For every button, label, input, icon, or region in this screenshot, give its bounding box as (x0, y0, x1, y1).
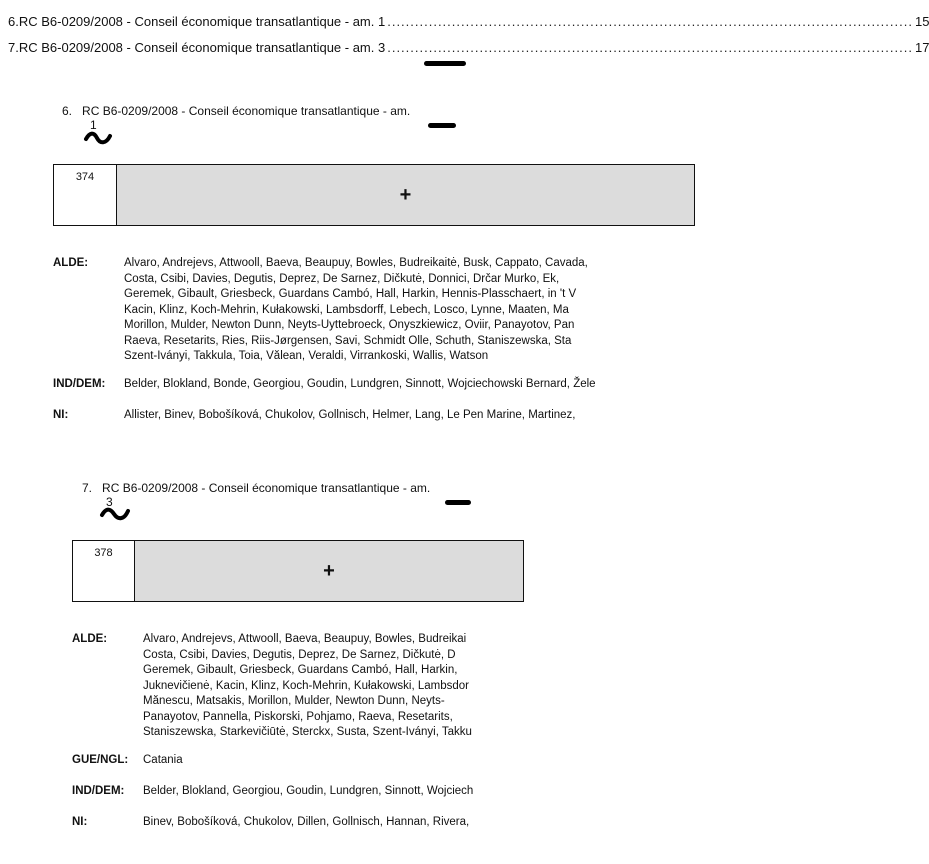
group-label: GUE/NGL: (72, 754, 129, 766)
group-members: Belder, Blokland, Bonde, Georgiou, Goudin, Lundgren, Sinnott, Wojciechowski Bernard, Žele (124, 378, 596, 390)
handwritten-tilde-mark (84, 130, 112, 146)
group-ind-dem (72, 784, 522, 801)
toc-entry-6[interactable] (8, 14, 929, 32)
group-members: Alvaro, Andrejevs, Attwooll, Baeva, Beaupuy, Bowles, Budreikai Costa, Csibi, Davies, Degutis, Deprez, De Sarnez, Dičkutė, D Geremek, Gibault, Griesbeck, Guardans Cambó, Hall, Harkin, Juknevičienė, Kacin, Klinz, Koch-Mehrin, Kułakowski, Lambsdor Mănescu, Matsakis, Morillon, Mulder, Newton Dunn, Neyts- Panayotov, Pannella, Piskorski, Pohjamo, Raeva, Resetarits, Staniszewska, Starkevičiūtė, Sterckx, Susta, Szent-Iványi, Takku (143, 633, 472, 738)
group-alde (53, 256, 663, 368)
group-members: Alvaro, Andrejevs, Attwooll, Baeva, Beaupuy, Bowles, Budreikaitė, Busk, Cappato, Cavada, Costa, Csibi, Davies, Degutis, Deprez, De Sarnez, Dičkutė, Donnici, Drčar Murko, Ek, Geremek, Gibault, Griesbeck, Guardans Cambó, Hall, Harkin, Hennis-Plasschaert, in 't V Kacin, Klinz, Koch-Mehrin, Kułakowski, Lambsdorff, Lebech, Losco, Lynne, Maaten, Ma Morillon, Mulder, Newton Dunn, Neyts-Uyttebroeck, Onyszkiewicz, Oviir, Panayotov, Pan Raeva, Resetarits, Ries, Riis-Jørgensen, Savi, Schmidt Olle, Schuth, Staniszewska, Sta Szent-Iványi, Takkula, Toia, Vălean, Veraldi, Virrankoski, Wallis, Watson (124, 257, 588, 362)
toc-page: 17 (914, 40, 929, 55)
group-ni (53, 408, 663, 425)
group-label: ALDE: (53, 257, 89, 269)
vote-count: 374 (54, 165, 117, 225)
vote-result-box (53, 164, 695, 226)
group-label: NI: (72, 816, 88, 828)
section-number: 6. (62, 104, 73, 118)
group-ni (72, 815, 522, 832)
group-members: Binev, Bobošíková, Chukolov, Dillen, Gollnisch, Hannan, Rivera, (143, 816, 470, 828)
group-label: NI: (53, 409, 69, 421)
toc-leader: .................................................................................................................. (387, 40, 913, 55)
redaction-mark (424, 61, 466, 66)
group-gue-ngl (72, 753, 522, 770)
group-members: Catania (143, 754, 183, 766)
toc-title: RC B6-0209/2008 - Conseil économique transatlantique - am. 1 (18, 14, 386, 29)
vote-symbol: + (117, 165, 694, 225)
toc-page: 15 (914, 14, 929, 29)
toc-number: 7. (8, 40, 19, 55)
section-title (82, 481, 430, 495)
group-members: Allister, Binev, Bobošíková, Chukolov, Gollnisch, Helmer, Lang, Le Pen Marine, Martinez, (124, 409, 576, 421)
toc-title: RC B6-0209/2008 - Conseil économique transatlantique - am. 3 (18, 40, 386, 55)
section-heading: RC B6-0209/2008 - Conseil économique transatlantique - am. (102, 481, 431, 495)
toc-entry-7[interactable] (8, 40, 929, 58)
group-label: ALDE: (72, 633, 108, 645)
group-members: Belder, Blokland, Georgiou, Goudin, Lundgren, Sinnott, Wojciech (143, 785, 474, 797)
group-alde (72, 632, 522, 744)
handwritten-tilde-mark (100, 506, 130, 522)
redaction-mark (428, 123, 456, 128)
section-subnumber: 3 (106, 495, 113, 509)
section-number: 7. (82, 481, 93, 495)
vote-symbol: + (135, 541, 523, 601)
section-title (62, 104, 410, 118)
group-label: IND/DEM: (72, 785, 125, 797)
redaction-mark (445, 500, 471, 505)
toc-leader: .................................................................................................................. (387, 14, 913, 29)
section-heading: RC B6-0209/2008 - Conseil économique transatlantique - am. (82, 104, 411, 118)
vote-count: 378 (73, 541, 135, 601)
section-subnumber: 1 (90, 118, 97, 132)
group-label: IND/DEM: (53, 378, 106, 390)
vote-result-box (72, 540, 524, 602)
group-ind-dem (53, 377, 663, 394)
toc-number: 6. (8, 14, 19, 29)
